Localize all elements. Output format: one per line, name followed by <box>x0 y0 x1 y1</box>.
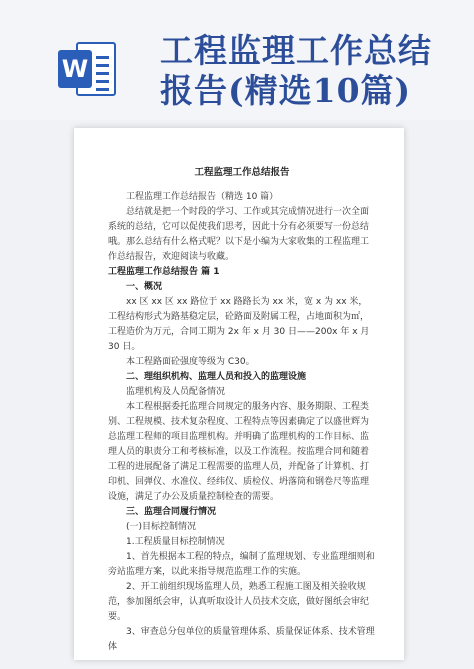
body-paragraph: 本工程路面砼强度等级为 C30。 <box>126 357 255 367</box>
heading-overview: 一、概况 <box>126 282 163 292</box>
heading-organization: 二、理组织机构、监理人员和投入的监理设施 <box>126 372 307 382</box>
banner-title-line-1: 工程监理工作总结 <box>160 31 432 70</box>
word-icon <box>58 38 118 100</box>
body-paragraph: 监理机构及人员配备情况 <box>126 387 226 397</box>
document-page <box>74 128 404 660</box>
body-paragraph: xx 区 xx 区 xx 路位于 xx 路路长为 xx 米，宽 x 为 xx 米，工程结构形式为路基稳定层，砼路面及附属工程，占地面积为㎡，工程造价为万元，合同工期为 2x 年 x 月 30 日——200x 年 x 月 30 日。 <box>108 297 370 352</box>
heading-contract: 三、监理合同履行情况 <box>126 507 217 517</box>
intro-paragraph: 总结就是把一个时段的学习、工作或其完成情况进行一次全面系统的总结，它可以促使我们思考，因此十分有必须要写一份总结哦。那么总结有什么格式呢？以下是小编为大家收集的工程监理工作总结报告，欢迎阅读与收藏。 <box>108 207 370 262</box>
document-title: 工程监理工作总结报告 <box>194 167 290 178</box>
section-heading: 工程监理工作总结报告 篇 1 <box>108 267 220 277</box>
body-paragraph: 3、审查总分包单位的质量管理体系、质量保证体系、技术管理体 <box>108 627 375 652</box>
body-paragraph: 1.工程质量目标控制情况 <box>126 537 225 547</box>
subtitle-paragraph: 工程监理工作总结报告（精选 10 篇） <box>126 192 279 202</box>
word-letter: W <box>58 50 92 88</box>
document-content <box>108 164 376 655</box>
banner-title-line-2: 报告(精选10篇) <box>160 71 412 110</box>
body-paragraph: 1、首先根据本工程的特点，编制了监理规划、专业监理细则和旁站监理方案，以此来指导规范监理工作的实施。 <box>108 552 375 577</box>
body-paragraph: (一)目标控制情况 <box>126 522 197 532</box>
body-paragraph: 2、开工前组织现场监理人员，熟悉工程施工图及相关验收规范，参加图纸会审，认真听取设计人员技术交底，做好图纸会审纪要。 <box>108 582 370 622</box>
header-banner <box>0 0 474 120</box>
body-paragraph: 本工程根据委托监理合同规定的服务内容、服务期限、工程类别、工程规模、技术复杂程度、工程特点等因素确定了以盛世辉为总监理工程师的项目监理机构。并明确了监理机构的工作目标、监理人员的职责分工和考核标准，以及工作流程。按监理合同和随着工程的进展配备了满足工程需要的监理人员，并配备了计算机、打印机、回弹仪、水准仪、经纬仪、质检仪、坍落筒和钢卷尺等监理设施，满足了办公及质量控制检查的需要。 <box>108 402 370 502</box>
